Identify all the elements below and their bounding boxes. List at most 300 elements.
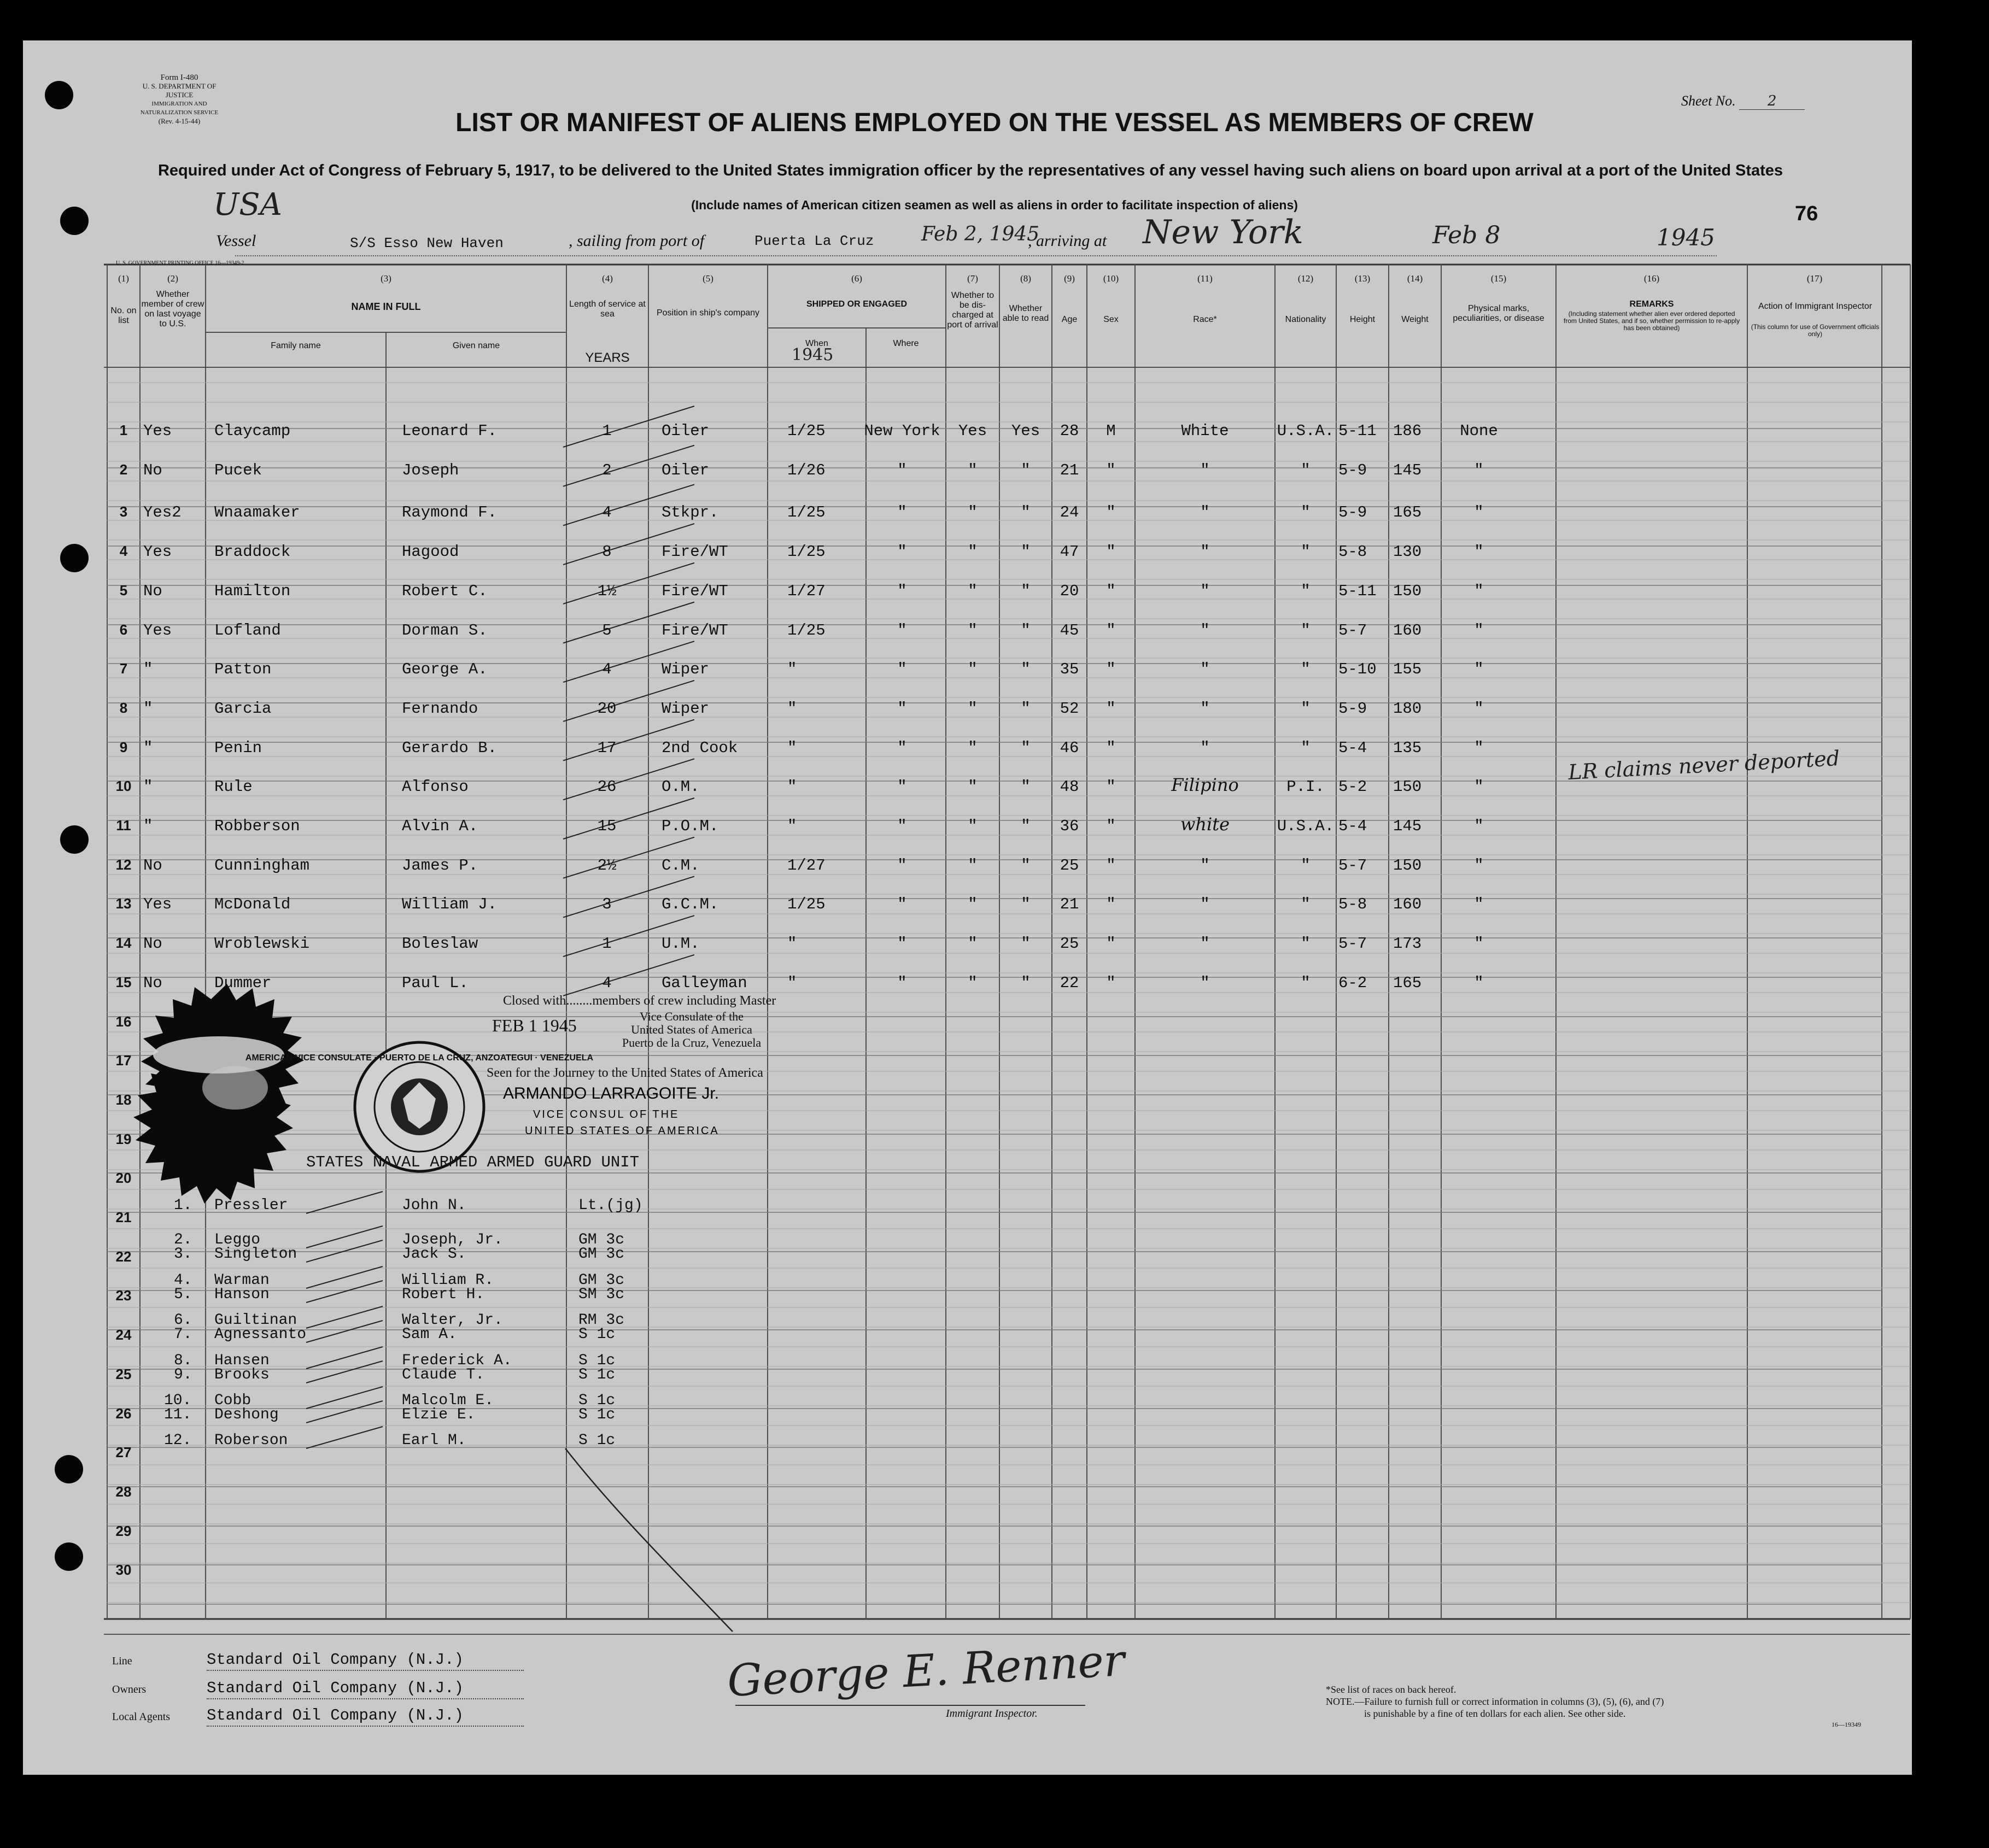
header-length-service: Length of service at sea [569, 300, 646, 319]
guard-family-name: Roberson [214, 1432, 288, 1449]
footer-notes [1326, 1683, 1664, 1720]
nationality-cell: " [1301, 856, 1311, 875]
page-title: LIST OR MANIFEST OF ALIENS EMPLOYED ON THE VESSEL AS MEMBERS OF CREW [455, 108, 1534, 137]
nationality-cell: " [1301, 895, 1311, 913]
race-cell: " [1200, 461, 1210, 479]
shipped-when-cell: 1/27 [787, 856, 826, 875]
discharged-cell: " [968, 739, 978, 757]
row-number: 3 [119, 503, 128, 520]
page-number: 76 [1795, 202, 1818, 225]
nationality-cell: " [1301, 739, 1311, 757]
given-name-cell: George A. [402, 660, 488, 678]
header-physical-marks: Physical marks, peculiarities, or disease [1453, 304, 1545, 323]
prev-voyage-cell: " [143, 700, 153, 718]
position-cell: Oiler [662, 461, 710, 479]
race-cell: " [1200, 582, 1210, 600]
row-number: 25 [115, 1366, 132, 1382]
row-number: 17 [115, 1052, 132, 1069]
line-label: Line [112, 1655, 132, 1667]
header-nationality: Nationality [1285, 315, 1326, 324]
family-name-cell: Hamilton [214, 582, 291, 600]
discharged-cell: " [968, 503, 978, 521]
can-read-cell: " [1021, 461, 1031, 479]
given-name-cell: Joseph [402, 461, 459, 479]
consul-title: VICE CONSUL OF THE [533, 1108, 680, 1120]
shipped-when-cell: 1/25 [787, 895, 826, 913]
owners-value: Standard Oil Company (N.J.) [207, 1679, 464, 1697]
nationality-cell: U.S.A. [1277, 422, 1335, 440]
guard-tick-stroke [306, 1226, 383, 1248]
guard-rate: GM 3c [578, 1246, 625, 1263]
age-cell: 48 [1060, 778, 1079, 796]
family-name-cell: Garcia [214, 700, 272, 718]
given-name-cell: Robert C. [402, 582, 488, 600]
service-years-cell: 4 [602, 974, 612, 992]
physical-marks-cell: " [1474, 778, 1484, 796]
guard-rate: GM 3c [578, 1231, 625, 1248]
consular-stamp [481, 994, 875, 1158]
shipped-when-cell: " [787, 700, 797, 718]
race-cell: " [1200, 543, 1210, 561]
colnum-8: (8) [1020, 273, 1031, 284]
form-service: IMMIGRATION AND NATURALIZATION SERVICE [140, 101, 219, 116]
seen-for-journey: Seen for the Journey to the United States of America [487, 1066, 763, 1080]
sex-cell: " [1106, 974, 1116, 992]
weight-cell: 165 [1393, 503, 1422, 521]
shipped-where-cell: " [897, 935, 907, 953]
position-cell: Oiler [662, 422, 710, 440]
guard-family-name: Deshong [214, 1406, 279, 1423]
guard-tick-stroke [306, 1361, 383, 1383]
discharged-cell: " [968, 895, 978, 913]
race-cell: " [1200, 700, 1210, 718]
family-name-cell: McDonald [214, 895, 291, 913]
prev-voyage-cell: " [143, 817, 153, 835]
consul-country: UNITED STATES OF AMERICA [525, 1125, 719, 1137]
service-years-cell: 20 [597, 700, 617, 718]
family-name-cell: Braddock [214, 543, 291, 561]
header-where: Where [893, 339, 919, 348]
sex-cell: " [1106, 660, 1116, 678]
guard-number: 11. [164, 1406, 192, 1423]
colnum-15: (15) [1490, 273, 1507, 284]
guard-given-name: Elzie E. [402, 1406, 476, 1423]
footer-note-2: NOTE.—Failure to furnish full or correct information in columns (3), (5), (6), and (7) [1326, 1696, 1664, 1707]
can-read-cell: " [1021, 856, 1031, 875]
header-action-sub: (This column for use of Government officials only) [1751, 323, 1880, 338]
height-cell: 5-7 [1338, 935, 1367, 953]
can-read-cell: " [1021, 739, 1031, 757]
inspector-signature: George E. Renner [726, 1635, 1126, 1706]
arrival-date: Feb 8 [1432, 221, 1501, 249]
given-name-cell: Raymond F. [402, 503, 498, 521]
family-name-cell: Robberson [214, 817, 300, 835]
vessel-line: Vessel [216, 232, 256, 250]
row-number: 2 [119, 461, 128, 478]
guard-tick-stroke [306, 1281, 383, 1303]
weight-cell: 155 [1393, 660, 1422, 678]
colnum-10: (10) [1103, 273, 1119, 284]
height-cell: 5-11 [1338, 422, 1377, 440]
line-value: Standard Oil Company (N.J.) [207, 1651, 464, 1669]
can-read-cell: " [1021, 543, 1031, 561]
shipped-where-cell: " [897, 817, 907, 835]
guard-family-name: Warman [214, 1272, 270, 1289]
prev-voyage-cell: No [143, 856, 162, 875]
vessel-name: S/S Esso New Haven [350, 235, 504, 251]
shipped-where-cell: " [897, 582, 907, 600]
shipped-when-cell: " [787, 660, 797, 678]
shipped-where-cell: " [897, 739, 907, 757]
weight-cell: 160 [1393, 621, 1422, 640]
discharged-cell: " [968, 582, 978, 600]
guard-given-name: Sam A. [402, 1326, 457, 1343]
shipped-where-cell: " [897, 503, 907, 521]
row-number: 29 [115, 1523, 132, 1539]
position-cell: P.O.M. [662, 817, 719, 835]
height-cell: 5-4 [1338, 817, 1367, 835]
family-name-cell: Wnaamaker [214, 503, 300, 521]
shipped-when-cell: " [787, 974, 797, 992]
header-discharged: Whether to be dis-charged at port of arrival [947, 291, 998, 330]
shipped-where-cell: " [897, 543, 907, 561]
footer-note-3: is punishable by a fine of ten dollars for each alien. See other side. [1364, 1708, 1626, 1719]
header-weight: Weight [1401, 315, 1429, 324]
service-years-cell: 2½ [597, 856, 617, 875]
guard-number: 8. [174, 1352, 192, 1369]
nationality-cell: " [1301, 543, 1311, 561]
weight-cell: 145 [1393, 461, 1422, 479]
weight-cell: 186 [1393, 422, 1422, 440]
arriving-label: , arriving at [1028, 232, 1107, 250]
race-cell: " [1200, 503, 1210, 521]
can-read-cell: " [1021, 935, 1031, 953]
physical-marks-cell: " [1474, 503, 1484, 521]
sex-cell: " [1106, 895, 1116, 913]
form-subtitle: Required under Act of Congress of February 5, 1917, to be delivered to the United States immigration officer by the representatives of any vessel having such aliens on board upon arrival at a port of the United States [157, 162, 1783, 179]
guard-heading: STATES NAVAL ARMED ARMED GUARD UNIT [306, 1153, 640, 1171]
height-cell: 5-2 [1338, 778, 1367, 796]
guard-number: 6. [174, 1312, 192, 1329]
header-age: Age [1061, 315, 1078, 324]
header-when-year: 1945 [792, 345, 834, 365]
family-name-cell: Lofland [214, 621, 281, 640]
position-cell: Fire/WT [662, 543, 728, 561]
row-number: 7 [119, 660, 128, 677]
guard-tick-stroke [306, 1240, 383, 1262]
nationality-cell: " [1301, 935, 1311, 953]
age-cell: 24 [1060, 503, 1079, 521]
position-cell: Fire/WT [662, 582, 728, 600]
shipped-where-cell: " [897, 778, 907, 796]
guard-given-name: Joseph, Jr. [402, 1231, 503, 1248]
row-number: 16 [115, 1013, 132, 1030]
sex-cell: " [1106, 621, 1116, 640]
position-cell: C.M. [662, 856, 700, 875]
footer-note-1: *See list of races on back hereof. [1326, 1684, 1456, 1695]
service-years-cell: 1½ [597, 582, 617, 600]
row-number: 15 [115, 974, 132, 990]
sex-cell: " [1106, 543, 1116, 561]
owners-label: Owners [112, 1683, 147, 1696]
colnum-1: (1) [118, 273, 129, 284]
can-read-cell: " [1021, 817, 1031, 835]
nationality-cell: " [1301, 503, 1311, 521]
guard-family-name: Hansen [214, 1352, 270, 1369]
age-cell: 25 [1060, 935, 1079, 953]
weight-cell: 160 [1393, 895, 1422, 913]
row-number: 14 [115, 935, 132, 951]
prev-voyage-cell: " [143, 739, 153, 757]
age-cell: 35 [1060, 660, 1079, 678]
guard-number: 2. [174, 1231, 192, 1248]
sex-cell: " [1106, 503, 1116, 521]
colnum-11: (11) [1197, 273, 1213, 284]
header-family-name: Family name [271, 341, 321, 350]
shipped-where-cell: " [897, 660, 907, 678]
guard-given-name: Jack S. [402, 1246, 466, 1263]
prev-voyage-cell: Yes [143, 895, 172, 913]
prev-voyage-cell: Yes [143, 543, 172, 561]
family-name-cell: Wroblewski [214, 935, 310, 953]
shipped-when-cell: 1/25 [787, 621, 826, 640]
row-number: 9 [119, 739, 128, 755]
remark-row-10: LR claims never deported [1567, 746, 1841, 784]
prev-voyage-cell: No [143, 461, 162, 479]
inspector-label: Immigrant Inspector. [946, 1708, 1038, 1720]
header-remarks: REMARKS [1629, 300, 1674, 309]
race-cell: white [1180, 814, 1230, 835]
header-when: When [805, 339, 828, 348]
header-prev-voyage: Whether member of crew on last voyage to U.S. [141, 290, 204, 328]
row-number: 22 [115, 1248, 132, 1265]
header-height: Height [1349, 315, 1376, 324]
shipped-where-cell: " [897, 621, 907, 640]
physical-marks-cell: " [1474, 621, 1484, 640]
can-read-cell: " [1021, 660, 1031, 678]
physical-marks-cell: " [1474, 461, 1484, 479]
nationality-cell: " [1301, 660, 1311, 678]
header-sex: Sex [1103, 315, 1119, 324]
guard-given-name: Walter, Jr. [402, 1312, 503, 1329]
guard-given-name: Malcolm E. [402, 1392, 494, 1409]
family-name-cell: Cunningham [214, 856, 310, 875]
sailing-label: , sailing from port of [569, 232, 705, 250]
weight-cell: 180 [1393, 700, 1422, 718]
colnum-4: (4) [602, 273, 613, 284]
guard-rate: RM 3c [578, 1312, 625, 1329]
guard-number: 5. [174, 1286, 192, 1303]
guard-rate: S 1c [578, 1366, 616, 1383]
discharged-cell: " [968, 461, 978, 479]
can-read-cell: " [1021, 621, 1031, 640]
guard-family-name: Pressler [214, 1197, 288, 1214]
height-cell: 5-9 [1338, 700, 1367, 718]
weight-cell: 150 [1393, 856, 1422, 875]
guard-family-name: Cobb [214, 1392, 251, 1409]
given-name-cell: Paul L. [402, 974, 469, 992]
handwritten-code: USA [213, 187, 282, 222]
sheet-number: Sheet No. 2 [1681, 93, 1805, 110]
guard-tick-stroke [306, 1266, 383, 1288]
discharged-cell: " [968, 935, 978, 953]
sex-cell: " [1106, 461, 1116, 479]
colnum-17: (17) [1806, 273, 1823, 284]
guard-given-name: Frederick A. [402, 1352, 512, 1369]
service-years-cell: 8 [602, 543, 612, 561]
guard-number: 10. [164, 1392, 192, 1409]
footer-code: 16—19349 [1832, 1721, 1861, 1728]
prev-voyage-cell: Yes [143, 422, 172, 440]
nationality-cell: P.I. [1286, 778, 1325, 796]
prev-voyage-cell: No [143, 935, 162, 953]
row-number: 11 [116, 817, 131, 834]
form-number: Form I-480 [160, 73, 198, 82]
header-action: Action of Immigrant Inspector [1758, 302, 1873, 311]
guard-number: 4. [174, 1272, 192, 1289]
row-number: 18 [115, 1092, 132, 1108]
row-number: 30 [115, 1562, 132, 1578]
can-read-cell: Yes [1011, 422, 1040, 440]
guard-family-name: Agnessanto [214, 1326, 307, 1343]
age-cell: 21 [1060, 461, 1079, 479]
physical-marks-cell: " [1474, 660, 1484, 678]
sex-cell: " [1106, 739, 1116, 757]
sex-cell: " [1106, 856, 1116, 875]
signature-line [735, 1704, 1085, 1706]
age-cell: 45 [1060, 621, 1079, 640]
header-given-name: Given name [452, 341, 500, 350]
guard-rate: S 1c [578, 1392, 616, 1409]
weight-cell: 173 [1393, 935, 1422, 953]
position-cell: O.M. [662, 778, 700, 796]
sex-cell: " [1106, 778, 1116, 796]
family-name-cell: Patton [214, 660, 272, 678]
agents-underline [207, 1725, 524, 1727]
colnum-6: (6) [851, 273, 862, 284]
shipped-when-cell: " [787, 739, 797, 757]
row-number: 28 [115, 1483, 132, 1500]
position-cell: 2nd Cook [662, 739, 738, 757]
consulate-line-2: United States of America [631, 1023, 752, 1036]
row-number: 1 [119, 422, 128, 438]
physical-marks-cell: " [1474, 817, 1484, 835]
family-name-cell: Dummer [214, 974, 272, 992]
header-name-in-full: NAME IN FULL [351, 301, 421, 312]
arrival-port: New York [1143, 213, 1303, 251]
physical-marks-cell: " [1474, 974, 1484, 992]
guard-given-name: John N. [402, 1197, 466, 1214]
weight-cell: 150 [1393, 582, 1422, 600]
age-cell: 25 [1060, 856, 1079, 875]
age-cell: 46 [1060, 739, 1079, 757]
family-name-cell: Penin [214, 739, 262, 757]
discharged-cell: Yes [958, 422, 987, 440]
line-underline [207, 1669, 524, 1671]
position-cell: U.M. [662, 935, 700, 953]
shipped-where-cell: " [897, 895, 907, 913]
nationality-cell: U.S.A. [1277, 817, 1335, 835]
colnum-12: (12) [1297, 273, 1314, 284]
age-cell: 36 [1060, 817, 1079, 835]
discharged-cell: " [968, 660, 978, 678]
shipped-when-cell: " [787, 778, 797, 796]
prev-voyage-cell: " [143, 778, 153, 796]
guard-tick-stroke [306, 1387, 383, 1409]
row-number: 23 [115, 1287, 132, 1304]
prev-voyage-cell: No [143, 582, 162, 600]
row-number: 10 [115, 778, 132, 794]
sex-cell: " [1106, 817, 1116, 835]
nationality-cell: " [1301, 582, 1311, 600]
shipped-where-cell: " [897, 856, 907, 875]
given-name-cell: Boleslaw [402, 935, 478, 953]
seal-text: AMERICAN VICE CONSULATE · PUERTO DE LA CRUZ, ANZOATEGUI · VENEZUELA [245, 1053, 594, 1063]
discharged-cell: " [968, 856, 978, 875]
physical-marks-cell: " [1474, 543, 1484, 561]
nationality-cell: " [1301, 461, 1311, 479]
guard-given-name: Claude T. [402, 1366, 485, 1383]
can-read-cell: " [1021, 778, 1031, 796]
service-years-cell: 5 [602, 621, 612, 640]
race-cell: " [1200, 935, 1210, 953]
service-years-cell: 15 [597, 817, 617, 835]
height-cell: 5-10 [1338, 660, 1377, 678]
race-cell: " [1200, 660, 1210, 678]
sex-cell: M [1106, 422, 1116, 440]
nationality-cell: " [1301, 700, 1311, 718]
given-name-cell: Dorman S. [402, 621, 488, 640]
nationality-cell: " [1301, 621, 1311, 640]
row-number: 4 [119, 543, 128, 559]
header-years: YEARS [585, 350, 630, 365]
row-number: 5 [119, 582, 128, 599]
prev-voyage-cell: No [143, 974, 162, 992]
shipped-where-cell: New York [864, 422, 940, 440]
colnum-9: (9) [1064, 273, 1075, 284]
given-name-cell: William J. [402, 895, 498, 913]
consulate-line-3: Puerto de la Cruz, Venezuela [622, 1036, 762, 1049]
age-cell: 28 [1060, 422, 1079, 440]
shipped-where-cell: " [897, 974, 907, 992]
guard-rate: Lt.(jg) [578, 1197, 643, 1214]
guard-tick-stroke [306, 1401, 383, 1423]
owners-underline [207, 1698, 524, 1699]
family-name-cell: Rule [214, 778, 253, 796]
service-years-cell: 1 [602, 422, 612, 440]
shipped-when-cell: " [787, 817, 797, 835]
weight-cell: 130 [1393, 543, 1422, 561]
colnum-5: (5) [703, 273, 713, 284]
guard-family-name: Brooks [214, 1366, 270, 1383]
header-no-on-list: No. on list [110, 306, 137, 325]
guard-rate: S 1c [578, 1406, 616, 1423]
discharged-cell: " [968, 543, 978, 561]
guard-number: 12. [164, 1432, 192, 1449]
given-name-cell: Fernando [402, 700, 478, 718]
physical-marks-cell: " [1474, 856, 1484, 875]
given-name-cell: Hagood [402, 543, 459, 561]
weight-cell: 150 [1393, 778, 1422, 796]
guard-given-name: Earl M. [402, 1432, 466, 1449]
sex-cell: " [1106, 935, 1116, 953]
height-cell: 5-8 [1338, 895, 1367, 913]
row-number: 19 [115, 1131, 132, 1147]
colnum-14: (14) [1407, 273, 1423, 284]
service-years-cell: 17 [597, 739, 617, 757]
form-note: (Include names of American citizen seamen as well as aliens in order to facilitate inspection of aliens) [691, 198, 1298, 212]
form-revision: (Rev. 4-15-44) [158, 117, 201, 125]
